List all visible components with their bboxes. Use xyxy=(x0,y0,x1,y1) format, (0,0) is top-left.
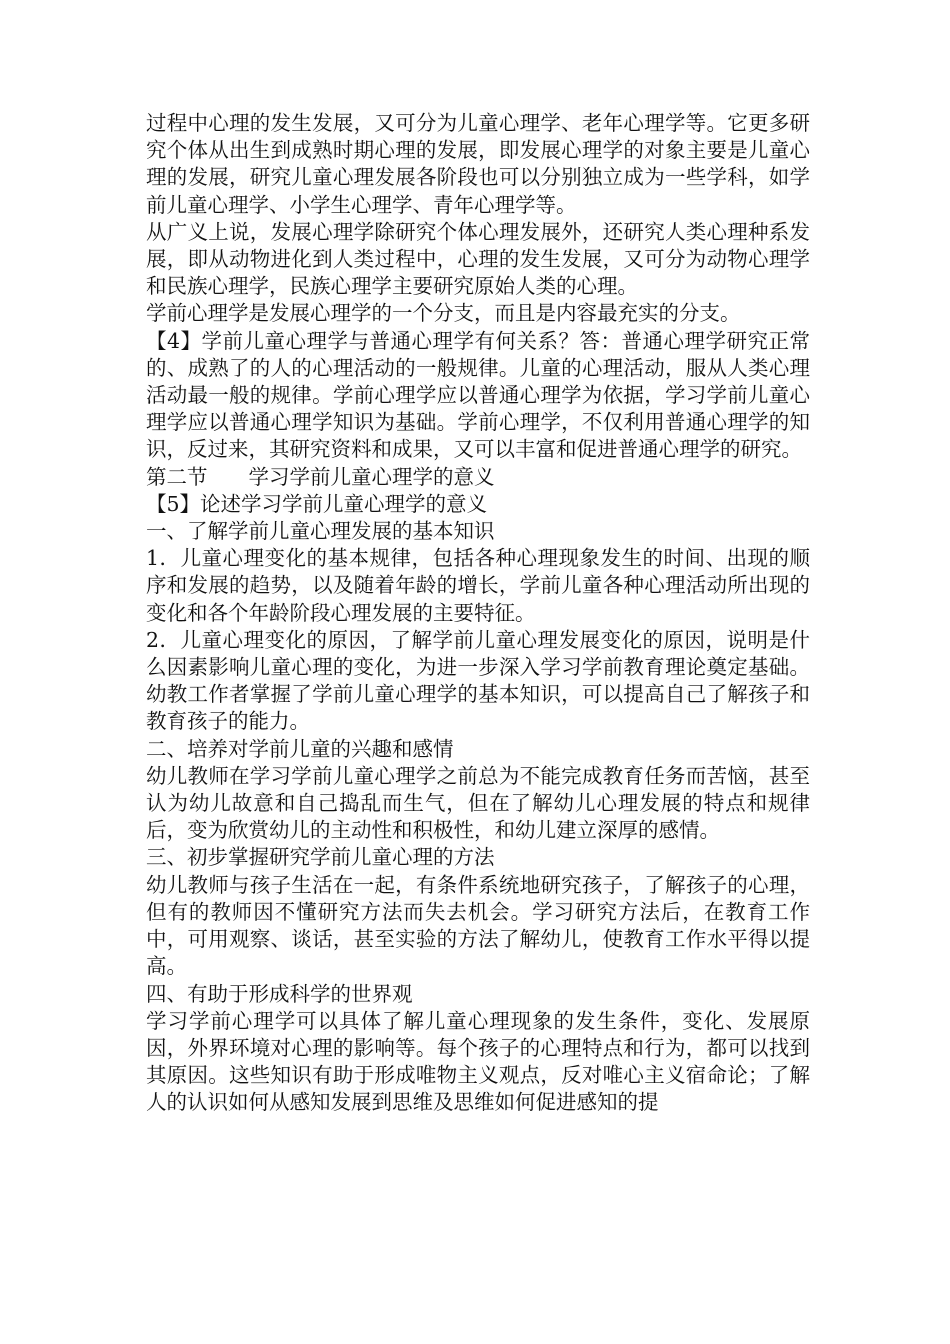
paragraph-7: 幼儿教师在学习学前儿童心理学之前总为不能完成教育任务而苦恼，甚至认为幼儿故意和自己捣乱而生气，但在了解幼儿心理发展的特点和规律后，变为欣赏幼儿的主动性和积极性，和幼儿建立深厚的感情。 xyxy=(146,763,810,843)
subheading-1: 一、了解学前儿童心理发展的基本知识 xyxy=(146,519,495,544)
paragraph-2: 从广义上说，发展心理学除研究个体心理发展外，还研究人类心理种系发展，即从动物进化到人类过程中，心理的发生发展，又可分为动物心理学和民族心理学，民族心理学主要研究原始人类的心理。 xyxy=(146,219,810,299)
paragraph-6: 2．儿童心理变化的原因，了解学前儿童心理发展变化的原因，说明是什么因素影响儿童心理的变化，为进一步深入学习学前教育理论奠定基础。幼教工作者掌握了学前儿童心理学的基本知识，可以提高自己了解孩子和教育孩子的能力。 xyxy=(146,627,810,734)
document-page xyxy=(146,110,810,1117)
section-heading: 第二节 学习学前儿童心理学的意义 xyxy=(146,464,495,489)
paragraph-1: 过程中心理的发生发展，又可分为儿童心理学、老年心理学等。它更多研究个体从出生到成熟时期心理的发展，即发展心理学的对象主要是儿童心理的发展，研究儿童心理发展各阶段也可以分别独立成为一些学科，如学前儿童心理学、小学生心理学、青年心理学等。 xyxy=(146,111,810,217)
paragraph-9: 学习学前心理学可以具体了解儿童心理现象的发生条件，变化、发展原因，外界环境对心理的影响等。每个孩子的心理特点和行为，都可以找到其原因。这些知识有助于形成唯物主义观点，反对唯心主义宿命论；了解人的认识如何从感知发展到思维及思维如何促进感知的提 xyxy=(146,1008,810,1115)
paragraph-3: 学前心理学是发展心理学的一个分支，而且是内容最充实的分支。 xyxy=(146,301,741,326)
subheading-3: 三、初步掌握研究学前儿童心理的方法 xyxy=(146,845,495,870)
subheading-4: 四、有助于形成科学的世界观 xyxy=(146,981,413,1006)
paragraph-4: 【4】学前儿童心理学与普通心理学有何关系？答：普通心理学研究正常的、成熟了的人的心理活动的一般规律。儿童的心理活动，服从人类心理活动最一般的规律。学前心理学应以普通心理学为依据，学习学前儿童心理学应以普通心理学知识为基础。学前心理学，不仅利用普通心理学的知识，反过来，其研究资料和成果，又可以丰富和促进普通心理学的研究。 xyxy=(146,328,810,462)
paragraph-8: 幼儿教师与孩子生活在一起，有条件系统地研究孩子，了解孩子的心理，但有的教师因不懂研究方法而失去机会。学习研究方法后，在教育工作中，可用观察、谈话，甚至实验的方法了解幼儿，使教育工作水平得以提高。 xyxy=(146,872,810,979)
question-heading: 【5】论述学习学前儿童心理学的意义 xyxy=(146,491,488,516)
subheading-2: 二、培养对学前儿童的兴趣和感情 xyxy=(146,736,454,761)
paragraph-5: 1．儿童心理变化的基本规律，包括各种心理现象发生的时间、出现的顺序和发展的趋势，以及随着年龄的增长，学前儿童各种心理活动所出现的变化和各个年龄阶段心理发展的主要特征。 xyxy=(146,546,810,625)
